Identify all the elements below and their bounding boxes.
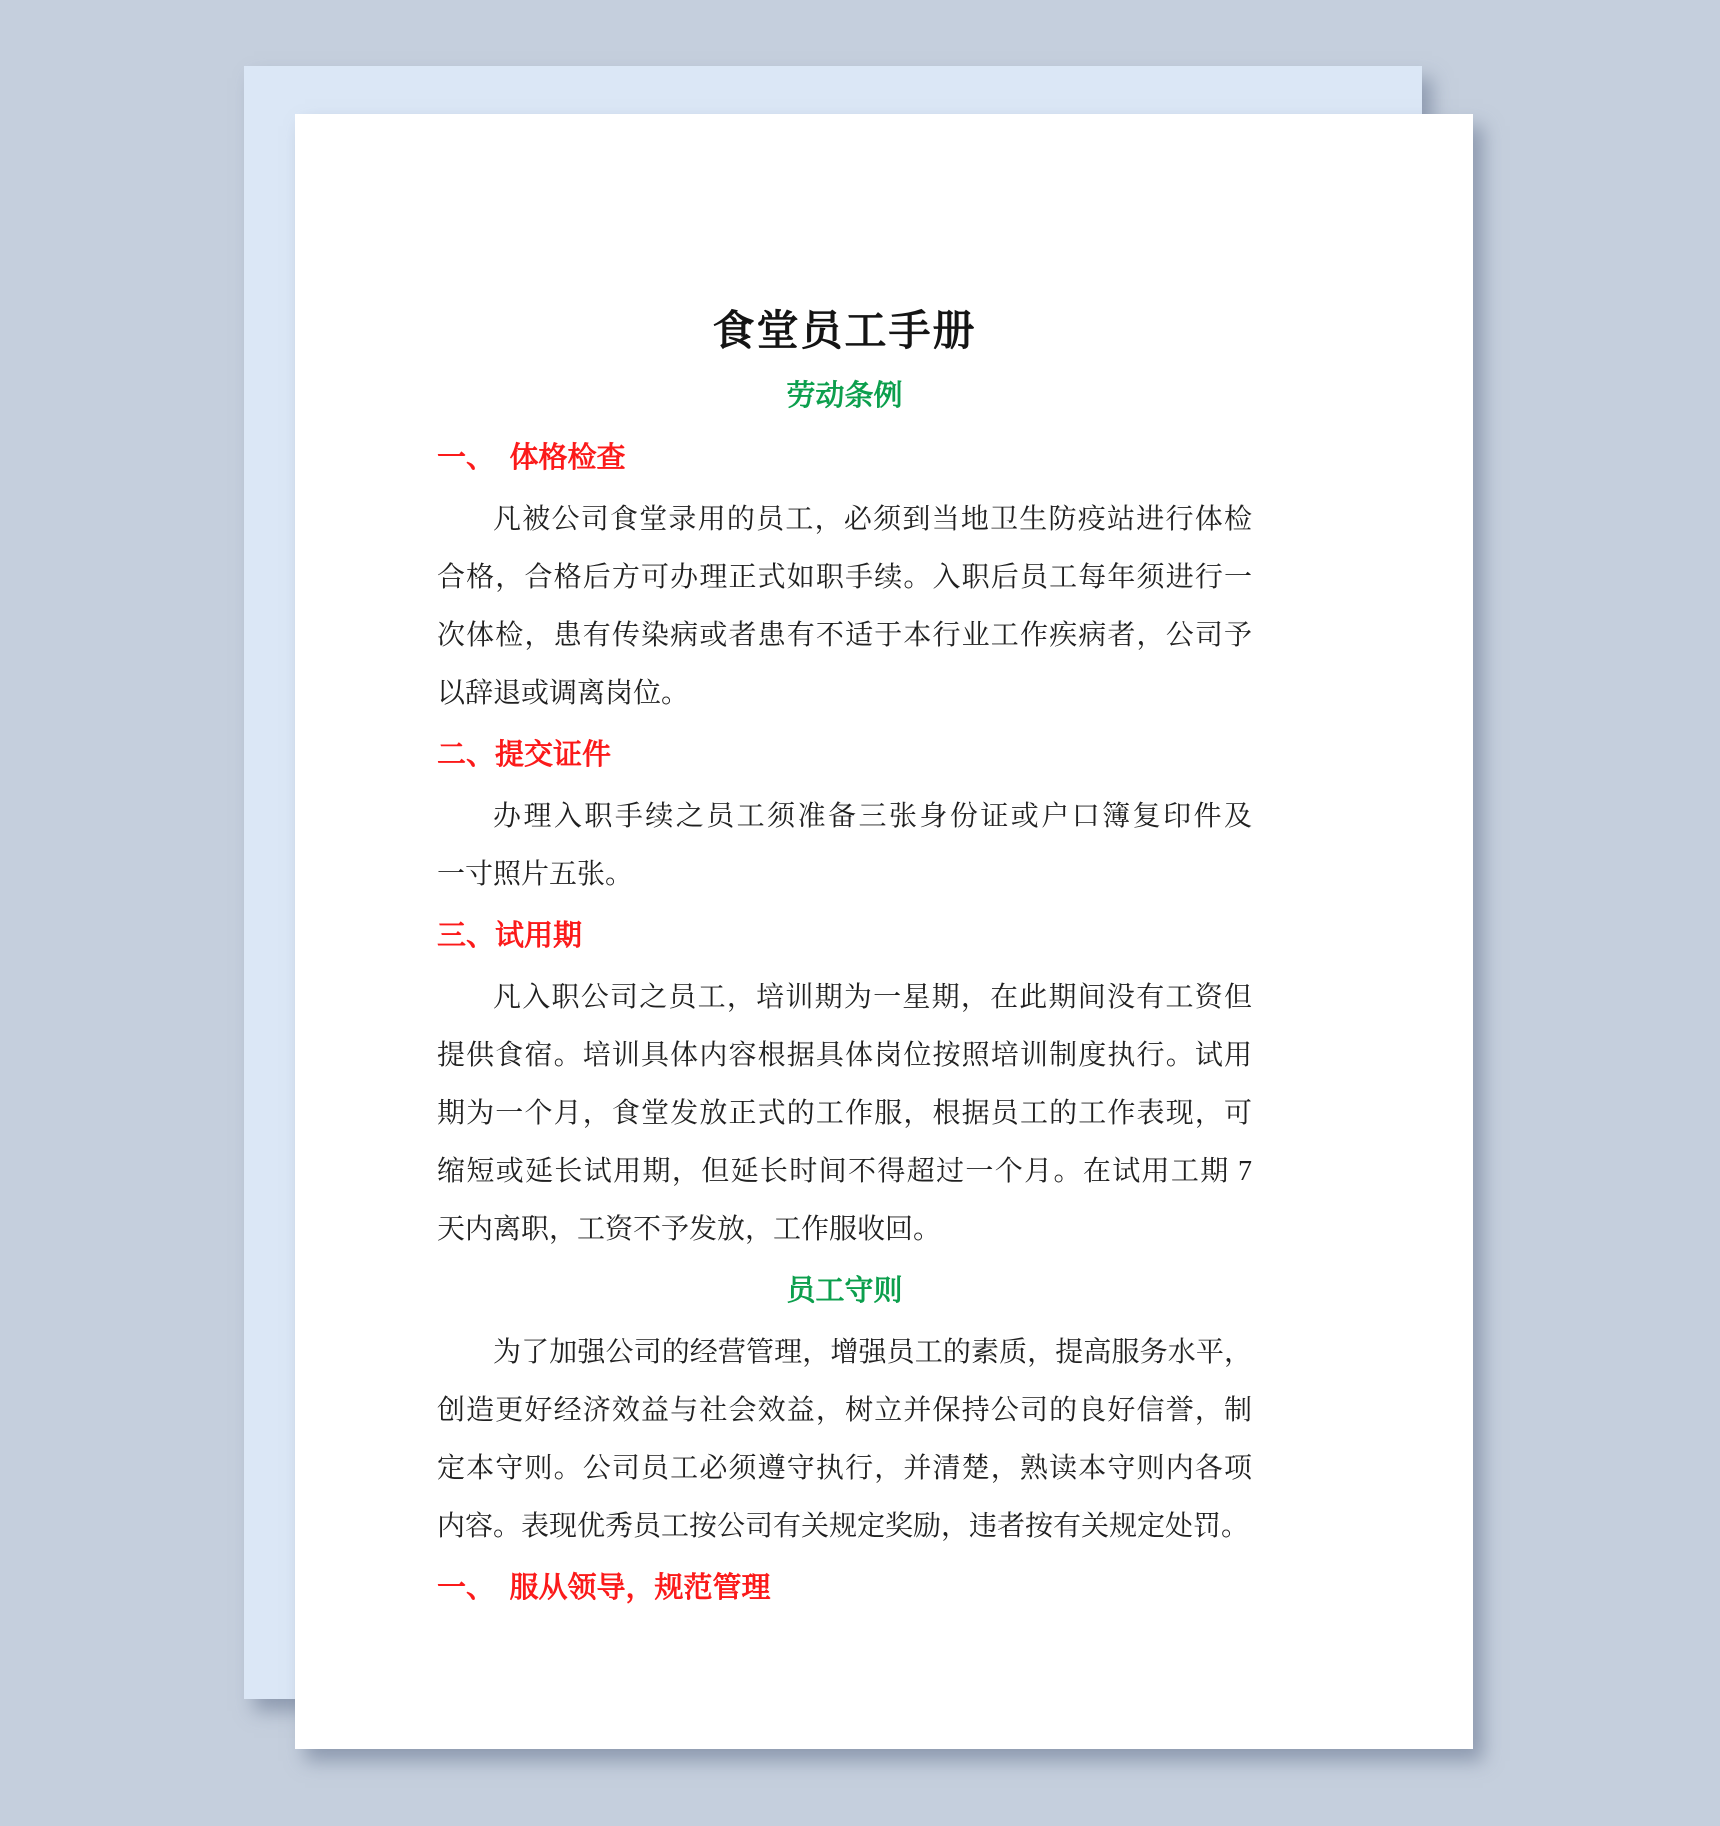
document-content <box>437 300 1252 1621</box>
paragraph-line: 凡入职公司之员工，培训期为一星期，在此期间没有工资但 <box>493 982 1252 1013</box>
heading-probation-period: 三、试用期 <box>437 920 583 952</box>
paragraph-line: 提供食宿。培训具体内容根据具体岗位按照培训制度执行。试用 <box>437 1040 1252 1071</box>
paragraph-line: 以辞退或调离岗位。 <box>437 678 690 709</box>
paragraph-line: 缩短或延长试用期，但延长时间不得超过一个月。在试用工期 7 <box>437 1156 1252 1187</box>
subtitle-labor-regulations: 劳动条例 <box>786 380 903 412</box>
document-page <box>295 114 1473 1749</box>
paragraph-line: 办理入职手续之员工须准备三张身份证或户口簿复印件及 <box>493 801 1252 832</box>
paragraph-physical-examination <box>437 491 1252 723</box>
paragraph-line: 期为一个月，食堂发放正式的工作服，根据员工的工作表现，可 <box>437 1098 1252 1129</box>
paragraph-line: 定本守则。公司员工必须遵守执行，并清楚，熟读本守则内各项 <box>437 1453 1252 1484</box>
subtitle-employee-rules: 员工守则 <box>786 1275 903 1307</box>
paragraph-line: 天内离职，工资不予发放，工作服收回。 <box>437 1214 942 1245</box>
paragraph-line: 创造更好经济效益与社会效益，树立并保持公司的良好信誉，制 <box>437 1395 1252 1426</box>
paragraph-submit-documents <box>437 788 1252 904</box>
paragraph-employee-rules-intro <box>437 1324 1252 1556</box>
paragraph-line: 合格，合格后方可办理正式如职手续。入职后员工每年须进行一 <box>437 562 1252 593</box>
paragraph-line: 内容。表现优秀员工按公司有关规定奖励，违者按有关规定处罚。 <box>437 1511 1250 1542</box>
document-title: 食堂员工手册 <box>712 309 977 355</box>
paragraph-line: 次体检，患有传染病或者患有不适于本行业工作疾病者，公司予 <box>437 620 1252 651</box>
heading-submit-documents: 二、提交证件 <box>437 739 612 771</box>
heading-obey-leadership: 一、 服从领导，规范管理 <box>437 1572 771 1604</box>
paragraph-line: 为了加强公司的经营管理，增强员工的素质，提高服务水平， <box>493 1337 1252 1368</box>
paragraph-probation-period <box>437 969 1252 1259</box>
paragraph-line: 一寸照片五张。 <box>437 859 634 890</box>
paragraph-line: 凡被公司食堂录用的员工，必须到当地卫生防疫站进行体检 <box>493 504 1252 535</box>
heading-physical-examination: 一、 体格检查 <box>437 442 626 474</box>
